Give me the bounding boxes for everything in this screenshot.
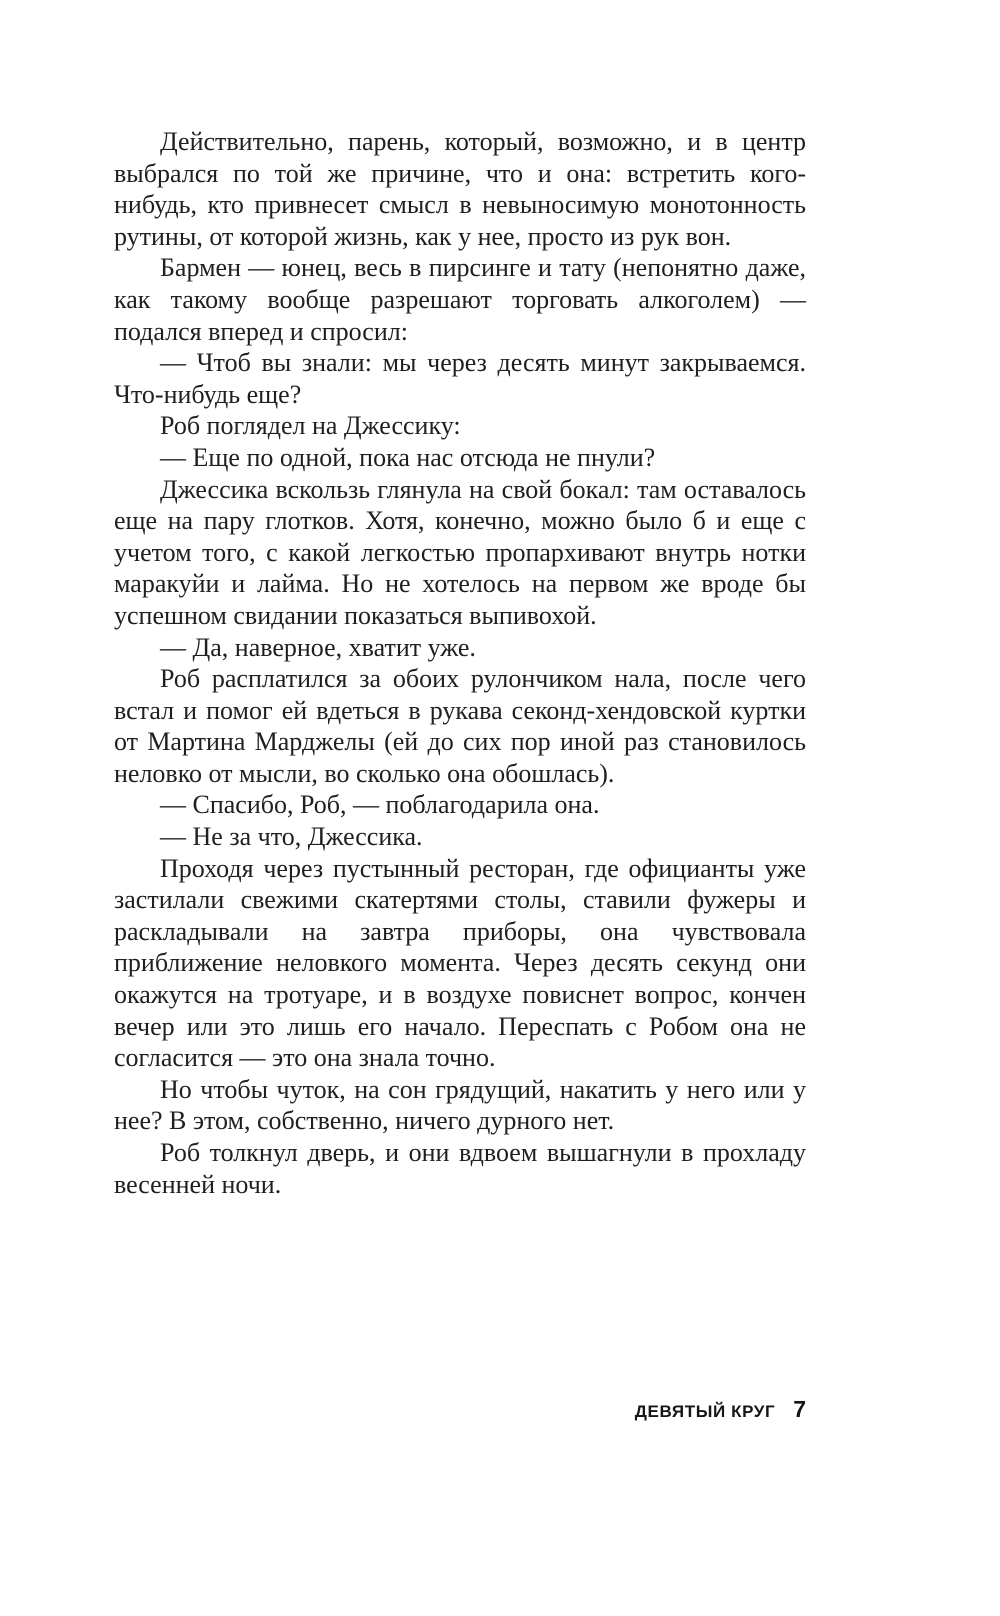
paragraph-dialogue: — Да, наверное, хватит уже. (160, 632, 476, 662)
paragraph: Бармен — юнец, весь в пирсинге и тату (непонятно даже, как такому вообще разрешают торговать алкоголем) — подался вперед и спросил: (114, 253, 806, 346)
footer-book-title: ДЕВЯТЫЙ КРУГ (634, 1402, 776, 1421)
body-text (114, 126, 806, 1200)
paragraph-dialogue: — Не за что, Джессика. (160, 822, 423, 852)
paragraph: Проходя через пустынный ресторан, где официанты уже застилали свежими скатертями столы, ставили фужеры и раскладывали на завтра приборы, она чувствовала приближение неловкого момента. Через десять секунд они окажутся на тротуаре, и в воздухе повиснет вопрос, кончен вечер или это лишь его начало. Переспать с Робом она не согласится — это она знала точно. (114, 853, 806, 1073)
paragraph: Роб расплатился за обоих рулончиком нала, после чего встал и помог ей вдеться в рукава секонд-хендовской куртки от Мартина Марджелы (ей до сих пор иной раз становилось неловко от мысли, во сколько она обошлась). (114, 664, 806, 788)
paragraph: Но чтобы чуток, на сон грядущий, накатить у него или у нее? В этом, собственно, ничего дурного нет. (114, 1074, 806, 1136)
paragraph-dialogue: — Чтоб вы знали: мы через десять минут закрываемся. Что-нибудь еще? (114, 348, 806, 409)
paragraph-dialogue: — Еще по одной, пока нас отсюда не пнули? (160, 442, 656, 472)
paragraph: Действительно, парень, который, возможно, и в центр выбрался по той же причине, что и она: встретить кого-нибудь, кто привнесет смысл в невыносимую монотонность рутины, от которой жизнь, как у нее, просто из рук вон. (114, 127, 806, 251)
running-footer (635, 1396, 806, 1423)
paragraph: Роб толкнул дверь, и они вдвоем вышагнули в прохладу весенней ночи. (114, 1138, 806, 1199)
paragraph-dialogue: — Спасибо, Роб, — поблагодарила она. (160, 790, 600, 820)
footer-page-number: 7 (793, 1396, 806, 1422)
paragraph: Джессика вскользь глянула на свой бокал: там оставалось еще на пару глотков. Хотя, конечно, можно было б и еще с учетом того, с какой легкостью пропархивают внутрь нотки маракуйи и лайма. Но не хотелось на первом же вроде бы успешном свидании показаться выпивохой. (114, 474, 806, 630)
paragraph: Роб поглядел на Джессику: (160, 411, 461, 441)
